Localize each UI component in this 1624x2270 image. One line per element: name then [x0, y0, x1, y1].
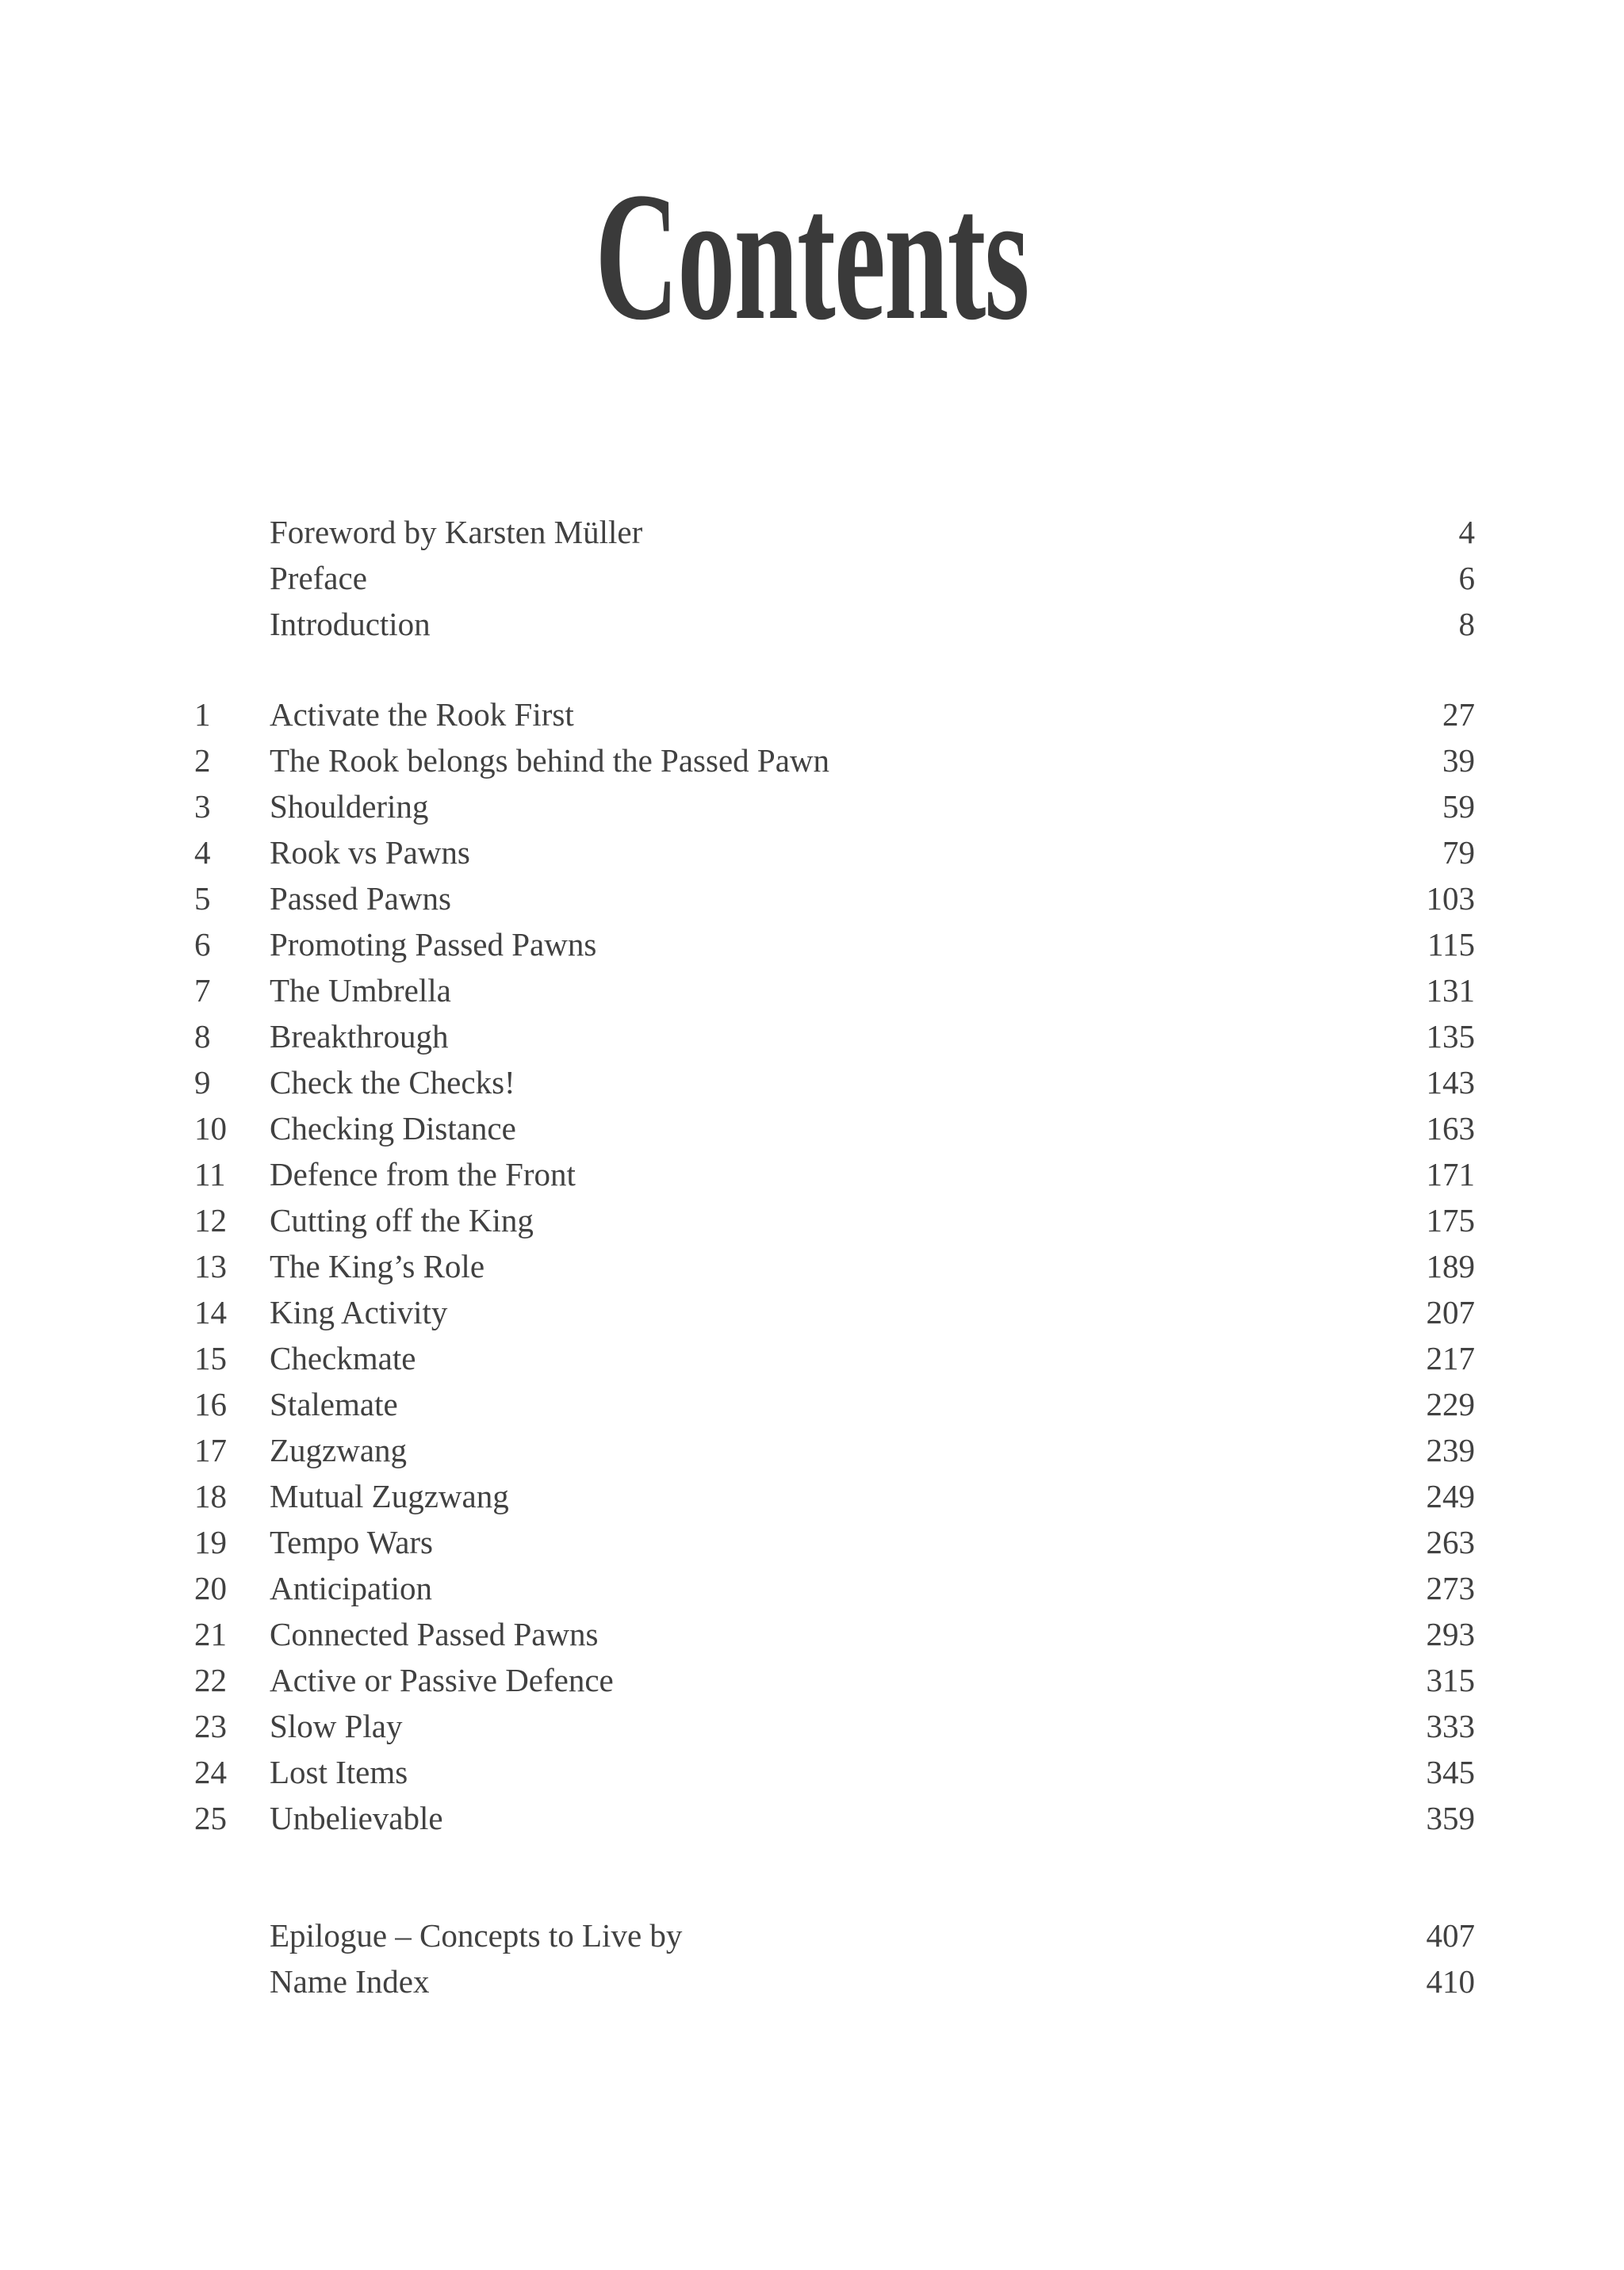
- chapter-title: Activate the Rook First: [270, 696, 574, 733]
- chapter-title: Zugzwang: [270, 1432, 408, 1468]
- chapter-number: 4: [194, 834, 211, 871]
- toc-row: [194, 1243, 1475, 1289]
- chapter-number: 18: [194, 1478, 227, 1514]
- chapter-number: 15: [194, 1340, 227, 1376]
- entry-page-number: 27: [1442, 696, 1475, 733]
- chapter-title: Passed Pawns: [270, 880, 451, 917]
- chapter-title: Active or Passive Defence: [270, 1662, 614, 1698]
- toc-row: [194, 1427, 1475, 1473]
- entry-title: Foreword by Karsten Müller: [270, 514, 643, 550]
- toc-row: [194, 1105, 1475, 1151]
- entry-page-number: 79: [1442, 834, 1475, 871]
- chapter-title: Defence from the Front: [270, 1156, 576, 1192]
- toc-row: [194, 1059, 1475, 1105]
- toc-row: [194, 1381, 1475, 1427]
- chapter-title: The Umbrella: [270, 972, 451, 1009]
- toc-row: [194, 1335, 1475, 1381]
- entry-page-number: 315: [1426, 1662, 1475, 1698]
- toc-row: [194, 1703, 1475, 1749]
- toc-row: [194, 1795, 1475, 1841]
- toc-row: [194, 921, 1475, 967]
- chapter-number: 24: [194, 1754, 227, 1790]
- chapter-title: Check the Checks!: [270, 1064, 515, 1101]
- chapter-number: 2: [194, 742, 211, 779]
- entry-page-number: 207: [1426, 1294, 1475, 1330]
- entry-page-number: 273: [1426, 1570, 1475, 1606]
- chapter-number: 16: [194, 1386, 227, 1422]
- toc-row: [194, 737, 1475, 783]
- chapter-title: Lost Items: [270, 1754, 408, 1790]
- toc-row: [194, 1565, 1475, 1611]
- chapter-title: The King’s Role: [270, 1248, 485, 1284]
- chapter-title: The Rook belongs behind the Passed Pawn: [270, 742, 830, 779]
- entry-page-number: 131: [1426, 972, 1475, 1009]
- toc-row: [194, 1151, 1475, 1197]
- chapter-title: Cutting off the King: [270, 1202, 534, 1238]
- toc-row: [194, 967, 1475, 1013]
- entry-page-number: 293: [1426, 1616, 1475, 1652]
- entry-title: Introduction: [270, 606, 431, 642]
- toc-row: [194, 1519, 1475, 1565]
- entry-page-number: 135: [1426, 1018, 1475, 1055]
- entry-title: Preface: [270, 560, 367, 596]
- entry-title: Name Index: [270, 1963, 430, 2000]
- table-of-contents: [194, 509, 1475, 2004]
- chapter-number: 8: [194, 1018, 211, 1055]
- chapter-title: Rook vs Pawns: [270, 834, 470, 871]
- chapter-number: 7: [194, 972, 211, 1009]
- toc-row: [194, 509, 1475, 555]
- chapter-title: Slow Play: [270, 1708, 403, 1744]
- entry-page-number: 249: [1426, 1478, 1475, 1514]
- chapter-number: 3: [194, 788, 211, 825]
- chapter-number: 10: [194, 1110, 227, 1146]
- entry-page-number: 163: [1426, 1110, 1475, 1146]
- entry-page-number: 4: [1458, 514, 1475, 550]
- entry-page-number: 115: [1427, 926, 1475, 963]
- chapter-title: King Activity: [270, 1294, 448, 1330]
- entry-page-number: 239: [1426, 1432, 1475, 1468]
- chapter-number: 1: [194, 696, 211, 733]
- chapter-number: 13: [194, 1248, 227, 1284]
- toc-row: [194, 1197, 1475, 1243]
- toc-row: [194, 783, 1475, 829]
- chapter-number: 12: [194, 1202, 227, 1238]
- toc-row: [194, 691, 1475, 737]
- chapter-number: 14: [194, 1294, 227, 1330]
- entry-page-number: 410: [1426, 1963, 1475, 2000]
- toc-row: [194, 875, 1475, 921]
- chapter-title: Breakthrough: [270, 1018, 449, 1055]
- entry-page-number: 407: [1426, 1917, 1475, 1954]
- toc-row: [194, 1611, 1475, 1657]
- chapter-number: 22: [194, 1662, 227, 1698]
- chapter-title: Unbelievable: [270, 1800, 443, 1836]
- entry-page-number: 359: [1426, 1800, 1475, 1836]
- chapter-title: Promoting Passed Pawns: [270, 926, 597, 963]
- toc-row: [194, 1912, 1475, 1958]
- chapter-number: 21: [194, 1616, 227, 1652]
- toc-row: [194, 601, 1475, 647]
- chapter-number: 11: [194, 1156, 226, 1192]
- title-area: [0, 0, 1624, 358]
- entry-page-number: 333: [1426, 1708, 1475, 1744]
- entry-page-number: 345: [1426, 1754, 1475, 1790]
- chapter-list: [194, 691, 1475, 1841]
- chapter-number: 6: [194, 926, 211, 963]
- chapter-title: Checking Distance: [270, 1110, 516, 1146]
- toc-row: [194, 555, 1475, 601]
- chapter-number: 20: [194, 1570, 227, 1606]
- chapter-title: Stalemate: [270, 1386, 398, 1422]
- toc-row: [194, 1013, 1475, 1059]
- chapter-number: 9: [194, 1064, 211, 1101]
- entry-page-number: 8: [1458, 606, 1475, 642]
- chapter-title: Anticipation: [270, 1570, 432, 1606]
- entry-page-number: 6: [1458, 560, 1475, 596]
- entry-page-number: 263: [1426, 1524, 1475, 1560]
- toc-row: [194, 1289, 1475, 1335]
- entry-page-number: 175: [1426, 1202, 1475, 1238]
- toc-row: [194, 829, 1475, 875]
- chapter-number: 17: [194, 1432, 227, 1468]
- chapter-title: Tempo Wars: [270, 1524, 434, 1560]
- chapter-title: Checkmate: [270, 1340, 416, 1376]
- front-matter-list: [194, 509, 1475, 647]
- chapter-number: 19: [194, 1524, 227, 1560]
- back-matter-list: [194, 1912, 1475, 2004]
- entry-page-number: 143: [1426, 1064, 1475, 1101]
- entry-page-number: 59: [1442, 788, 1475, 825]
- entry-title: Epilogue – Concepts to Live by: [270, 1917, 683, 1954]
- entry-page-number: 171: [1426, 1156, 1475, 1192]
- toc-row: [194, 1657, 1475, 1703]
- toc-row: [194, 1958, 1475, 2004]
- page-title: Contents: [595, 155, 1029, 358]
- chapter-number: 23: [194, 1708, 227, 1744]
- chapter-number: 25: [194, 1800, 227, 1836]
- toc-row: [194, 1473, 1475, 1519]
- chapter-title: Connected Passed Pawns: [270, 1616, 599, 1652]
- entry-page-number: 229: [1426, 1386, 1475, 1422]
- toc-row: [194, 1749, 1475, 1795]
- entry-page-number: 217: [1426, 1340, 1475, 1376]
- chapter-title: Shouldering: [270, 788, 429, 825]
- entry-page-number: 103: [1426, 880, 1475, 917]
- chapter-number: 5: [194, 880, 211, 917]
- entry-page-number: 189: [1426, 1248, 1475, 1284]
- chapter-title: Mutual Zugzwang: [270, 1478, 509, 1514]
- entry-page-number: 39: [1442, 742, 1475, 779]
